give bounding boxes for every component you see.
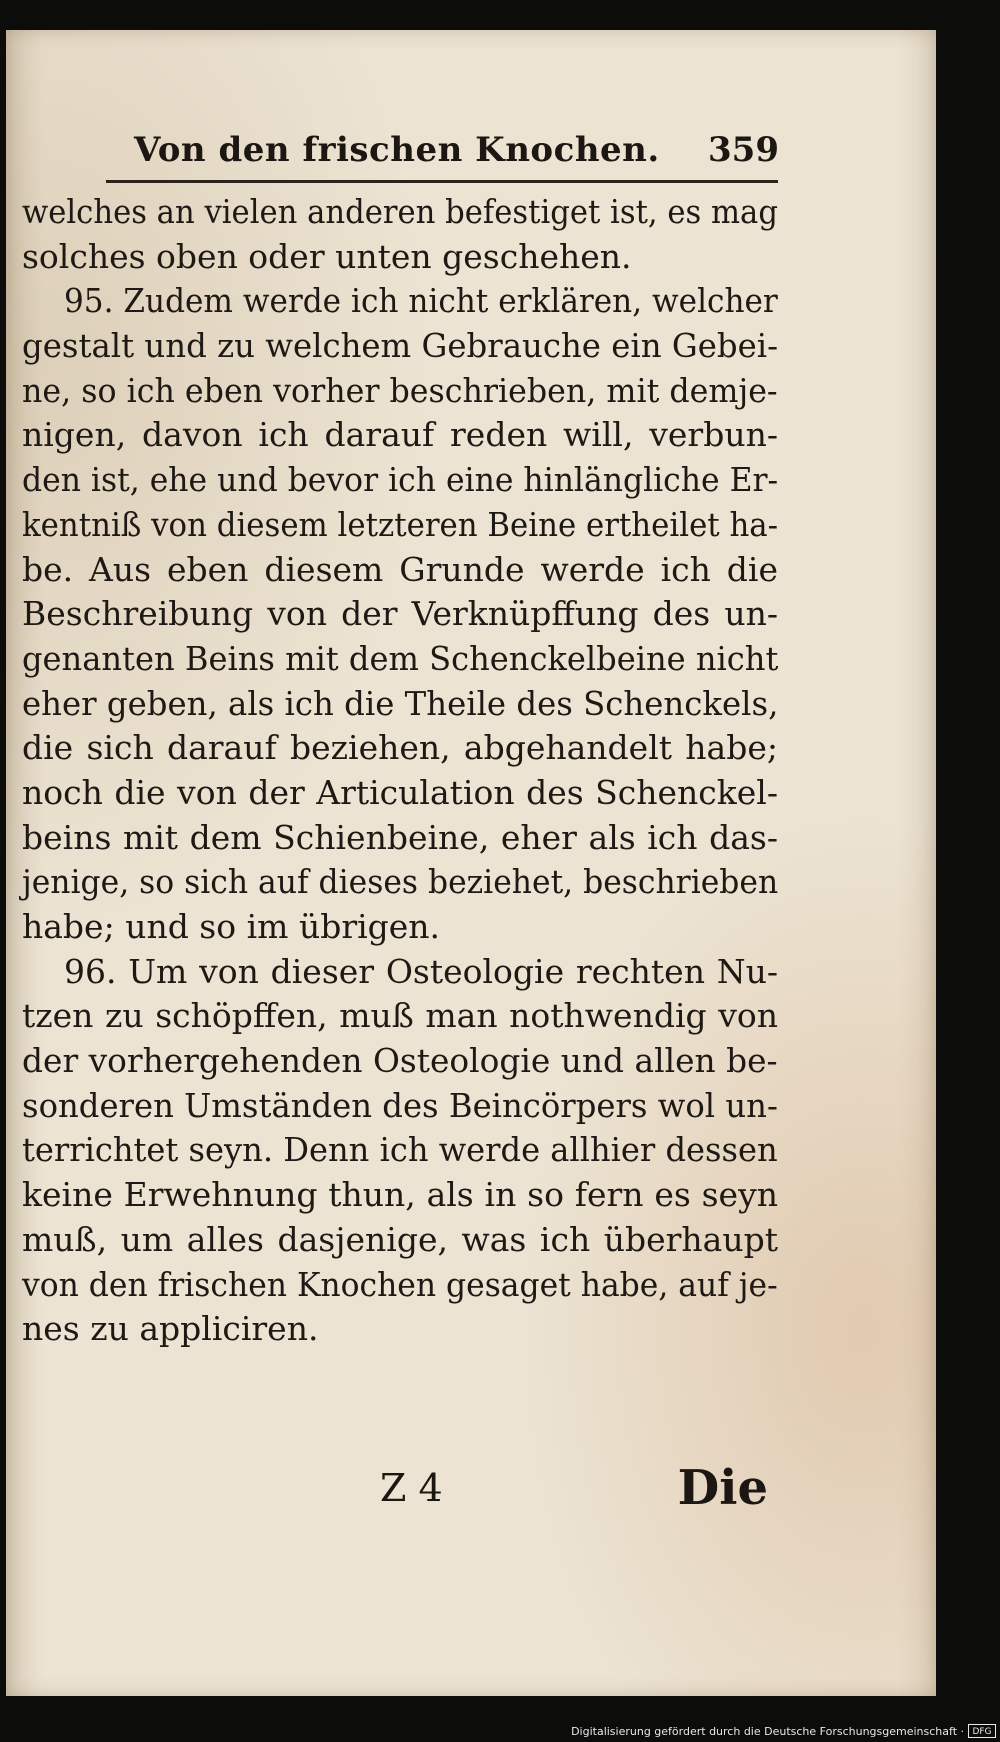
body-text — [22, 190, 778, 1352]
text-line: den ist, ehe und bevor ich eine hinlängliche Er- — [22, 460, 779, 500]
dfg-logo-icon: DFG — [968, 1724, 996, 1738]
text-line: sonderen Umständen des Beincörpers wol un- — [22, 1085, 778, 1125]
text-line: gestalt und zu welchem Gebrauche ein Gebei- — [22, 326, 779, 366]
footer-credit: Digitalisierung gefördert durch die Deutsche Forschungsgemeinschaft · — [571, 1725, 964, 1738]
text-line: genanten Beins mit dem Schenckelbeine nicht — [22, 638, 779, 678]
digitization-footer — [0, 1722, 1000, 1742]
text-line: nes zu appliciren. — [22, 1309, 319, 1349]
text-line: 95. Zudem werde ich nicht erklären, welcher — [64, 281, 778, 321]
text-line: 96. Um von dieser Osteologie rechten Nu- — [64, 951, 778, 991]
book-page — [6, 30, 936, 1696]
text-line: tzen zu schöpffen, muß man nothwendig von — [22, 996, 778, 1036]
page-number: 359 — [708, 130, 779, 170]
text-line: nigen, davon ich darauf reden will, verbun- — [22, 415, 778, 455]
signature-mark: Z 4 — [380, 1466, 443, 1510]
text-line: beins mit dem Schienbeine, eher als ich das- — [22, 817, 778, 857]
text-line: solches oben oder unten geschehen. — [22, 236, 632, 276]
text-line: terrichtet seyn. Denn ich werde allhier dessen — [22, 1130, 778, 1170]
text-line: be. Aus eben diesem Grunde werde ich die — [22, 549, 778, 589]
text-line: eher geben, als ich die Theile des Schenckels, — [22, 683, 779, 723]
text-line: Beschreibung von der Verknüpffung des un- — [22, 594, 778, 634]
text-line: jenige, so sich auf dieses beziehet, beschrieben — [22, 862, 779, 902]
text-line: die sich darauf beziehen, abgehandelt habe; — [22, 728, 778, 768]
running-title: Von den frischen Knochen. — [134, 130, 660, 170]
text-line: kentniß von diesem letzteren Beine ertheilet ha- — [22, 504, 779, 544]
text-line: ne, so ich eben vorher beschrieben, mit demje- — [22, 370, 778, 410]
header-rule — [106, 180, 778, 183]
text-line: welches an vielen anderen befestiget ist, es mag — [22, 192, 778, 231]
text-line: habe; und so im übrigen. — [22, 907, 441, 946]
text-line: keine Erwehnung thun, als in so fern es seyn — [22, 1175, 778, 1215]
page-header — [134, 118, 779, 170]
text-line: von den frischen Knochen gesaget habe, auf je- — [22, 1264, 778, 1304]
catchword: Die — [677, 1460, 768, 1516]
page-foot — [106, 1460, 778, 1530]
text-line: muß, um alles dasjenige, was ich überhaupt — [22, 1219, 778, 1259]
text-line: der vorhergehenden Osteologie und allen be- — [22, 1041, 778, 1081]
text-line: noch die von der Articulation des Schenckel- — [22, 772, 778, 812]
